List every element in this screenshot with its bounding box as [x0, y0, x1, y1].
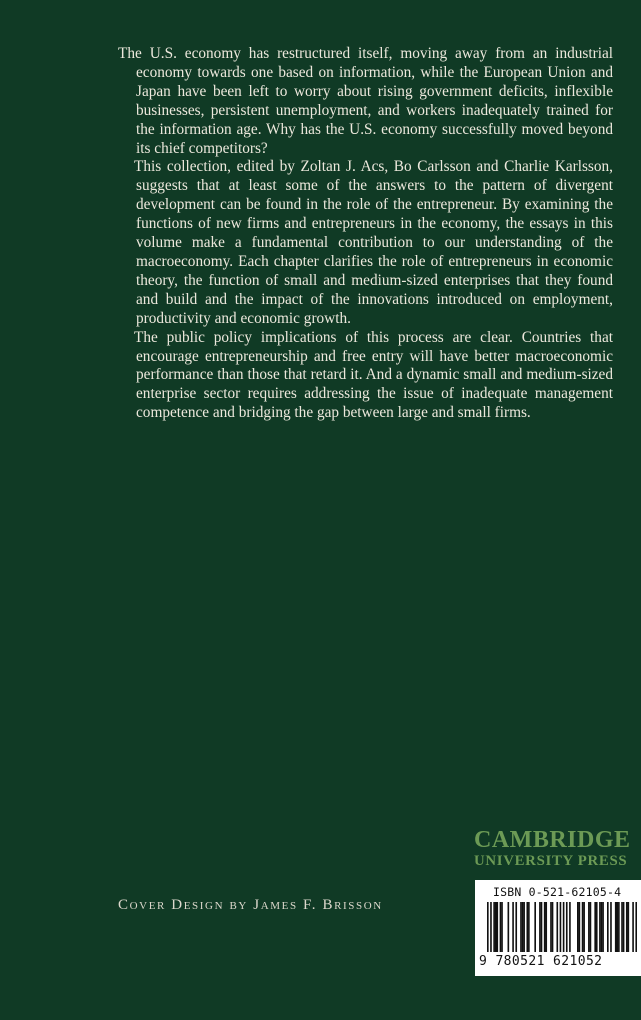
barcode-box	[475, 880, 641, 976]
barcode-bar	[500, 902, 502, 952]
barcode-bar	[607, 902, 609, 952]
barcode-bar	[588, 902, 590, 952]
barcode-bar	[496, 902, 498, 952]
barcode-bar	[566, 902, 568, 952]
barcode-bar	[552, 902, 554, 952]
barcode-bar	[560, 902, 562, 952]
barcode-bar	[577, 902, 579, 952]
barcode-bar	[599, 902, 601, 952]
barcode-bar	[534, 902, 536, 952]
publisher-name-line1: CAMBRIDGE	[474, 827, 631, 853]
isbn-text: ISBN 0-521-62105-4	[493, 885, 622, 899]
barcode-bar	[523, 902, 525, 952]
barcode-bar	[526, 902, 528, 952]
barcode-bar	[515, 902, 517, 952]
barcode-bar	[495, 902, 497, 952]
blurb-paragraph-2: This collection, edited by Zoltan J. Acs, Bo Carlsson and Charlie Karlsson, suggests that at least some of the answers to the pattern of divergent development can be found in the role of the entrepreneur. By examining the functions of new firms and entrepreneurs in the economy, the essays in this volume make a fundamental contribution to our understanding of the macroeconomy. Each chapter clarifies the role of entrepreneurs in economic theory, the function of small and medium-sized enterprises that they found and build and the impact of the innovations introduced on employment, productivity and economic growth.	[134, 158, 613, 327]
barcode-bar	[590, 902, 592, 952]
barcode-bar	[596, 902, 598, 952]
barcode-bar	[579, 902, 581, 952]
barcode-bar	[501, 902, 503, 952]
barcode-bar	[610, 902, 612, 952]
barcode-bar	[563, 902, 565, 952]
barcode-bar	[512, 902, 514, 952]
barcode-bar	[487, 902, 489, 952]
blurb-paragraph-1: The U.S. economy has restructured itself, moving away from an industrial economy towards one based on information, while the European Union and Japan have been left to worry about rising government deficits, inflexible businesses, persistent unemployment, and workers inadequately trained for the information age. Why has the U.S. economy successfully moved beyond its chief competitors?	[118, 45, 613, 157]
barcode-bar	[623, 902, 625, 952]
barcode-bars	[487, 902, 637, 952]
blurb	[118, 45, 613, 423]
barcode-bar	[618, 902, 620, 952]
barcode-bar	[508, 902, 510, 952]
publisher-name-line2: UNIVERSITY PRESS	[474, 853, 628, 869]
barcode-bar	[490, 902, 492, 952]
cover-design-credit: Cover Design by James F. Brisson	[118, 897, 383, 913]
barcode-bar	[626, 902, 628, 952]
ean-number: 9 780521 621052	[479, 954, 603, 969]
barcode-bar	[635, 902, 637, 952]
barcode-bar	[493, 902, 495, 952]
barcode-bar	[528, 902, 530, 952]
blurb-paragraph-3: The public policy implications of this process are clear. Countries that encourage entrepreneurship and free entry will have better macroeconomic performance than those that retard it. And a dynamic small and medium-sized enterprise sector requires addressing the issue of inadequate management competence and bridging the gap between large and small firms.	[134, 328, 613, 422]
barcode-bar	[544, 902, 546, 952]
barcode-bar	[520, 902, 522, 952]
barcode-bar	[582, 902, 584, 952]
barcode-bar	[621, 902, 623, 952]
barcode-bar	[602, 902, 604, 952]
barcode-bar	[550, 902, 552, 952]
barcode-bar	[569, 902, 571, 952]
barcode-bar	[616, 902, 618, 952]
barcode-bar	[539, 902, 541, 952]
barcode-bar	[583, 902, 585, 952]
barcode-bar	[615, 902, 617, 952]
barcode-bar	[628, 902, 630, 952]
barcode-bar	[556, 902, 558, 952]
publisher-logo	[474, 828, 641, 870]
barcode-bar	[594, 902, 596, 952]
barcode-bar	[601, 902, 603, 952]
barcode-bar	[545, 902, 547, 952]
barcode-bar	[632, 902, 634, 952]
barcode-bar	[522, 902, 524, 952]
barcode-bar	[541, 902, 543, 952]
